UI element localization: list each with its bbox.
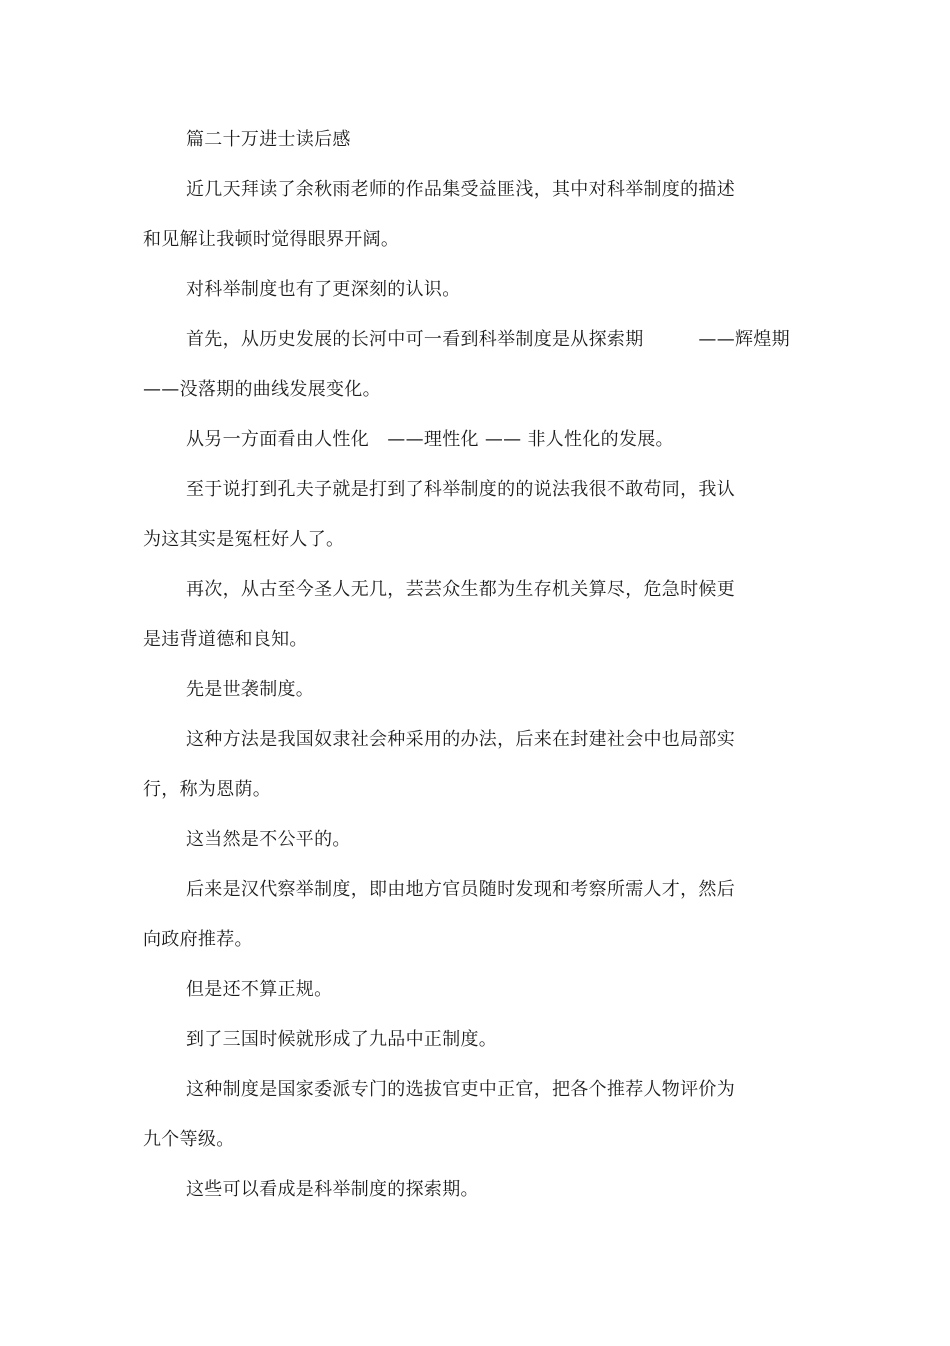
paragraph-line: 但是还不算正规。 <box>186 979 333 1000</box>
paragraph-line: 从另一方面看由人性化 ——理性化 —— 非人性化的发展。 <box>186 429 674 450</box>
paragraph-line: 对科举制度也有了更深刻的认识。 <box>186 279 461 300</box>
paragraph-line: 向政府推荐。 <box>143 929 253 950</box>
paragraph-line: 为这其实是冤枉好人了。 <box>143 529 345 550</box>
paragraph-line: 这些可以看成是科举制度的探索期。 <box>186 1179 479 1200</box>
paragraph-line: 这种方法是我国奴隶社会种采用的办法，后来在封建社会中也局部实 <box>186 729 735 750</box>
paragraph-line: 到了三国时候就形成了九品中正制度。 <box>186 1029 498 1050</box>
paragraph-line: 首先，从历史发展的长河中可一看到科举制度是从探索期 ——辉煌期 <box>186 329 790 350</box>
paragraph-line: 近几天拜读了余秋雨老师的作品集受益匪浅，其中对科举制度的描述 <box>186 179 735 200</box>
paragraph-line: 和见解让我顿时觉得眼界开阔。 <box>143 229 400 250</box>
paragraph-line: 再次，从古至今圣人无几，芸芸众生都为生存机关算尽，危急时候更 <box>186 579 735 600</box>
paragraph-line: 九个等级。 <box>143 1129 235 1150</box>
paragraph-line: 后来是汉代察举制度，即由地方官员随时发现和考察所需人才，然后 <box>186 879 735 900</box>
paragraph-line: 这当然是不公平的。 <box>186 829 351 850</box>
document-title: 篇二十万进士读后感 <box>186 129 351 150</box>
paragraph-line: 是违背道德和良知。 <box>143 629 308 650</box>
paragraph-line: 先是世袭制度。 <box>186 679 315 700</box>
paragraph-line: 至于说打到孔夫子就是打到了科举制度的的说法我很不敢苟同，我认 <box>186 479 735 500</box>
paragraph-line: ——没落期的曲线发展变化。 <box>143 379 381 400</box>
paragraph-line: 这种制度是国家委派专门的选拔官吏中正官，把各个推荐人物评价为 <box>186 1079 735 1100</box>
paragraph-line: 行，称为恩荫。 <box>143 779 272 800</box>
